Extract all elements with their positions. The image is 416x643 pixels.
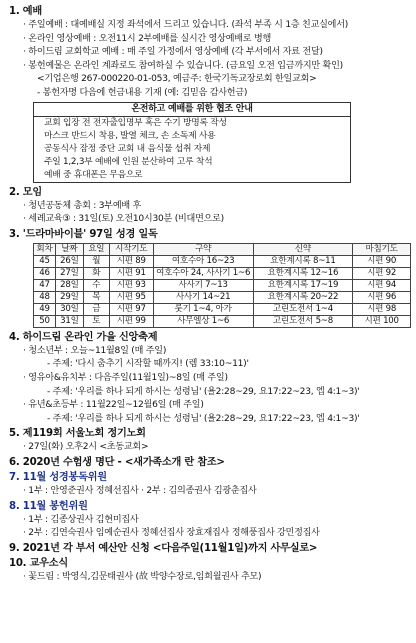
section-title: 1. 예배 bbox=[9, 6, 42, 17]
list-item: · 영유아&유치부 : 다음주일(11월1일)~8일 (매 주일) bbox=[23, 372, 228, 383]
table-cell: 시편 94 bbox=[353, 279, 411, 291]
section-member-news bbox=[9, 556, 408, 585]
table-cell: 48 bbox=[34, 291, 56, 303]
table-cell: 월 bbox=[83, 255, 109, 267]
table-cell: 28일 bbox=[55, 279, 83, 291]
table-cell: 시편 90 bbox=[353, 255, 411, 267]
table-row bbox=[34, 303, 411, 315]
section-worship bbox=[9, 4, 408, 183]
section-title: 4. 하이드림 온라인 가을 신앙축제 bbox=[9, 331, 158, 343]
table-cell: 시편 99 bbox=[109, 315, 153, 327]
section-presbytery bbox=[9, 426, 408, 455]
list-item: · 청소년부 : 오늘~11월8일 (매 주일) bbox=[23, 345, 167, 356]
table-cell: 시편 89 bbox=[109, 255, 153, 267]
section-faith-festival bbox=[9, 330, 408, 427]
section-scripture-readers bbox=[9, 470, 408, 499]
table-cell: 시편 98 bbox=[353, 303, 411, 315]
table-cell: 27일 bbox=[55, 267, 83, 279]
table-cell: 사무엘상 1~6 bbox=[153, 315, 253, 327]
table-cell: 요한계시록 17~19 bbox=[253, 279, 353, 291]
list-item: · 2부 : 김연숙권사 임예순권사 정혜선집사 장효재집사 정해풍집사 강민정집사 bbox=[23, 528, 320, 539]
list-subitem: - 주제: '우리를 하나 되게 하시는 성령님' (욜2:28~29, 요17:22~23, 엡 4:1~3)' bbox=[47, 386, 360, 397]
list-item: · 청년공동체 총회 : 3부예배 후 bbox=[23, 200, 142, 211]
section-title: 10. 교우소식 bbox=[9, 557, 68, 569]
section-bible-reading bbox=[9, 227, 408, 328]
column-header: 시작기도 bbox=[109, 243, 153, 255]
section-budget bbox=[9, 541, 408, 556]
section-title: 6. 2020년 수험생 명단 - <새가족소개 란 참조> bbox=[9, 456, 225, 468]
table-cell: 시편 95 bbox=[109, 291, 153, 303]
table-cell: 목 bbox=[83, 291, 109, 303]
list-subitem: - 주제: '우리를 하나 되게 하시는 성령님' (욜2:28~29, 요17:22~23, 엡 4:1~3)' bbox=[47, 413, 360, 424]
table-header-row bbox=[34, 243, 411, 255]
table-cell: 45 bbox=[34, 255, 56, 267]
notice-row: 교회 입장 전 전자출입명부 혹은 수기 방명록 작성 bbox=[44, 117, 227, 128]
section-title: 9. 2021년 각 부서 예산안 신청 <다음주일(11월1일)까지 사무실로> bbox=[9, 542, 318, 554]
table-cell: 요한계시록 20~22 bbox=[253, 291, 353, 303]
column-header: 요일 bbox=[83, 243, 109, 255]
table-cell: 49 bbox=[34, 303, 56, 315]
list-item: · 온라인 영상예배 : 오전11시 2부예배를 실시간 영상예배로 병행 bbox=[23, 33, 272, 44]
list-item: · 세례교육③ : 31일(토) 오전10시30분 (비대면으로) bbox=[23, 214, 224, 225]
table-row bbox=[34, 279, 411, 291]
table-cell: 사사기 7~13 bbox=[153, 279, 253, 291]
table-cell: 토 bbox=[83, 315, 109, 327]
table-cell: 시편 97 bbox=[109, 303, 153, 315]
section-examinees bbox=[9, 455, 408, 470]
table-cell: 31일 bbox=[55, 315, 83, 327]
table-cell: 고린도전서 5~8 bbox=[253, 315, 353, 327]
table-cell: 요한계시록 8~11 bbox=[253, 255, 353, 267]
table-cell: 시편 93 bbox=[109, 279, 153, 291]
section-title: 2. 모임 bbox=[9, 186, 42, 198]
cooperation-notice-box bbox=[33, 102, 351, 183]
table-cell: 30일 bbox=[55, 303, 83, 315]
table-row bbox=[34, 267, 411, 279]
list-item: · 유년&초등부 : 11월22일~12월6일 (매 주일) bbox=[23, 400, 204, 411]
list-item: · 주일예배 : 대예배실 지정 좌석에서 드리고 있습니다. (좌석 부족 시 1층 친교실에서) bbox=[23, 20, 349, 30]
table-cell: 50 bbox=[34, 315, 56, 327]
column-header: 날짜 bbox=[55, 243, 83, 255]
table-cell: 46 bbox=[34, 267, 56, 279]
table-cell: 수 bbox=[83, 279, 109, 291]
reading-schedule-table bbox=[33, 243, 411, 328]
list-item: · 꽃드림 : 박영식,김문태권사 (故 박양수장로,임희월권사 추모) bbox=[23, 571, 262, 582]
table-row bbox=[34, 255, 411, 267]
table-cell: 시편 91 bbox=[109, 267, 153, 279]
table-cell: 고린도전서 1~4 bbox=[253, 303, 353, 315]
table-row bbox=[34, 315, 411, 327]
section-title: 8. 11월 봉헌위원 bbox=[9, 500, 88, 512]
table-cell: 요한계시록 12~16 bbox=[253, 267, 353, 279]
table-cell: 시편 96 bbox=[353, 291, 411, 303]
list-item: · 봉헌예물은 온라인 계좌로도 참여하실 수 있습니다. (금요일 오전 입금까지만 확인) bbox=[23, 60, 343, 71]
bank-account: <기업은행 267-000220-01-053, 예금주: 한국기독교장로회 한일교회> bbox=[37, 74, 317, 85]
table-cell: 시편 100 bbox=[353, 315, 411, 327]
column-header: 마침기도 bbox=[353, 243, 411, 255]
section-title: 7. 11월 성경봉독위원 bbox=[9, 471, 107, 483]
section-title: 3. '드라마바이블' 97일 성경 일독 bbox=[9, 228, 158, 240]
table-cell: 금 bbox=[83, 303, 109, 315]
table-cell: 시편 92 bbox=[353, 267, 411, 279]
column-header: 회차 bbox=[34, 243, 56, 255]
offering-note: - 봉헌자명 다음에 헌금내용 기재 (예: 김믿음 감사헌금) bbox=[37, 87, 248, 98]
list-item: · 1부 : 김종상권사 김현미집사 bbox=[23, 514, 139, 525]
table-cell: 26일 bbox=[55, 255, 83, 267]
section-meetings bbox=[9, 185, 408, 227]
table-cell: 화 bbox=[83, 267, 109, 279]
list-item: · 27일(화) 오후2시 <초동교회> bbox=[23, 442, 149, 453]
table-cell: 사사기 14~21 bbox=[153, 291, 253, 303]
table-cell: 47 bbox=[34, 279, 56, 291]
column-header: 신약 bbox=[253, 243, 353, 255]
notice-title: 온전하고 예배를 위한 협조 안내 bbox=[34, 103, 350, 117]
column-header: 구약 bbox=[153, 243, 253, 255]
table-cell: 29일 bbox=[55, 291, 83, 303]
notice-row: 공동식사 잠정 중단 교회 내 음식물 섭취 자제 bbox=[44, 143, 211, 154]
section-offering-committee bbox=[9, 499, 408, 541]
list-item: · 하이드림 교회학교 예배 : 매 주일 가정에서 영상예배 (각 부서에서 자료 전달) bbox=[23, 47, 323, 58]
table-cell: 여호수아 16~23 bbox=[153, 255, 253, 267]
notice-row: 주일 1,2,3부 예배에 인원 분산하여 고루 착석 bbox=[44, 156, 213, 167]
table-cell: 룻기 1~4, 아가 bbox=[153, 303, 253, 315]
list-item: · 1부 : 안영준권사 정혜선집사 · 2부 : 김의종권사 김광춘집사 bbox=[23, 485, 257, 496]
notice-row: 예배 중 휴대폰은 무음으로 bbox=[44, 169, 143, 180]
notice-row: 마스크 반드시 착용, 발열 체크, 손 소독제 사용 bbox=[44, 130, 216, 141]
list-subitem: - 주제: '다시 춤추기 시작할 때까지! (렘 33:10~11)' bbox=[47, 359, 249, 370]
table-row bbox=[34, 291, 411, 303]
table-cell: 여호수아 24, 사사기 1~6 bbox=[153, 267, 253, 279]
section-title: 5. 제119회 서울노회 정기노회 bbox=[9, 428, 146, 440]
